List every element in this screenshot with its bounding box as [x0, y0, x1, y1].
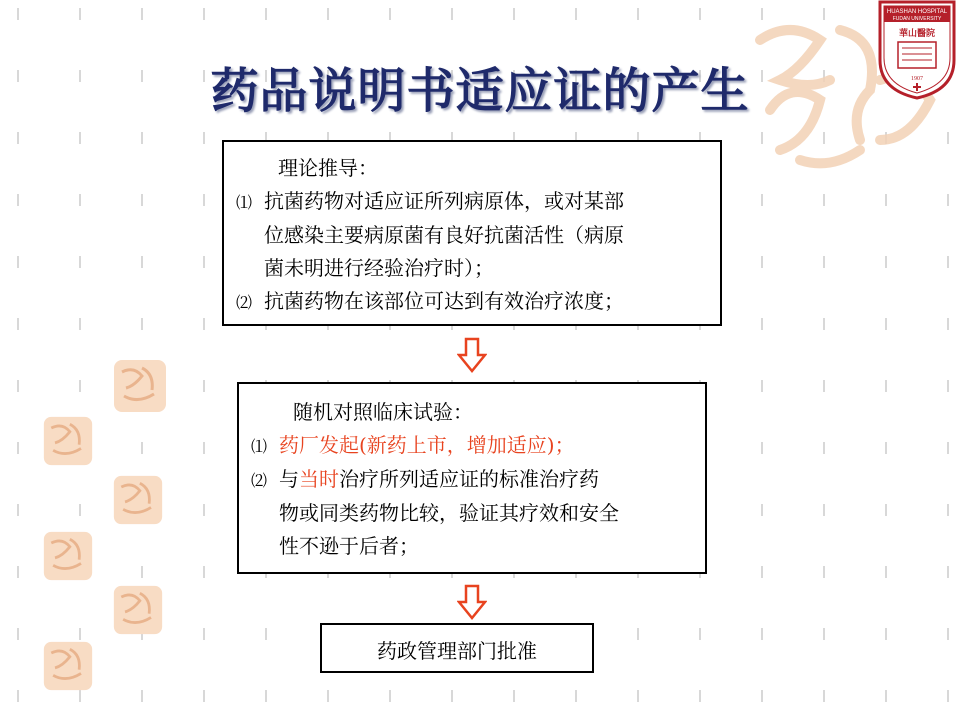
logo-chinese: 華山醫院	[898, 29, 936, 39]
trial-box	[237, 382, 707, 574]
approval-box	[320, 623, 594, 673]
trial-item-2-pre: 与	[279, 467, 299, 491]
approval-text: 药政管理部门批准	[377, 639, 537, 663]
trial-item-2	[251, 463, 693, 497]
trial-item-2-cont: 性不逊于后者；	[279, 534, 419, 558]
theory-item-1	[236, 185, 708, 219]
logo-line2: FUDAN UNIVERSITY	[892, 16, 942, 22]
theory-item-1-cont: 菌未明进行经验治疗时）；	[264, 256, 494, 280]
seal-watermark	[112, 358, 168, 414]
logo-line1: HUASHAN HOSPITAL	[886, 9, 948, 15]
seal-watermark	[112, 584, 164, 636]
seal-watermark	[42, 530, 94, 582]
logo-year: 1907	[911, 76, 923, 82]
down-arrow-icon	[457, 584, 487, 620]
theory-item-1-cont: 位感染主要病原菌有良好抗菌活性（病原	[264, 223, 624, 247]
trial-heading: 随机对照临床试验：	[293, 400, 473, 424]
trial-item-2-cont: 物或同类药物比较，验证其疗效和安全	[279, 501, 619, 525]
theory-item-2	[236, 285, 708, 319]
seal-watermark	[42, 415, 94, 467]
theory-box	[222, 140, 722, 326]
item-number: ⑴	[236, 193, 253, 212]
hospital-logo	[876, 0, 958, 100]
trial-item-1	[251, 429, 693, 463]
trial-item-1-text: 药厂发起(新药上市，增加适应)；	[279, 433, 575, 457]
down-arrow-icon	[457, 337, 487, 373]
trial-item-2-rest: 治疗所列适应证的标准治疗药	[339, 467, 599, 491]
item-number: ⑵	[236, 293, 253, 312]
theory-item-1-text: 抗菌药物对适应证所列病原体，或对某部	[264, 189, 624, 213]
item-number: ⑵	[251, 471, 268, 490]
page-title: 药品说明书适应证的产生	[210, 63, 750, 119]
theory-item-2-text: 抗菌药物在该部位可达到有效治疗浓度；	[264, 289, 624, 313]
item-number: ⑴	[251, 437, 268, 456]
trial-item-2-highlight: 当时	[299, 467, 339, 491]
seal-watermark	[112, 474, 164, 526]
theory-heading: 理论推导：	[278, 156, 378, 180]
seal-watermark	[42, 640, 94, 692]
